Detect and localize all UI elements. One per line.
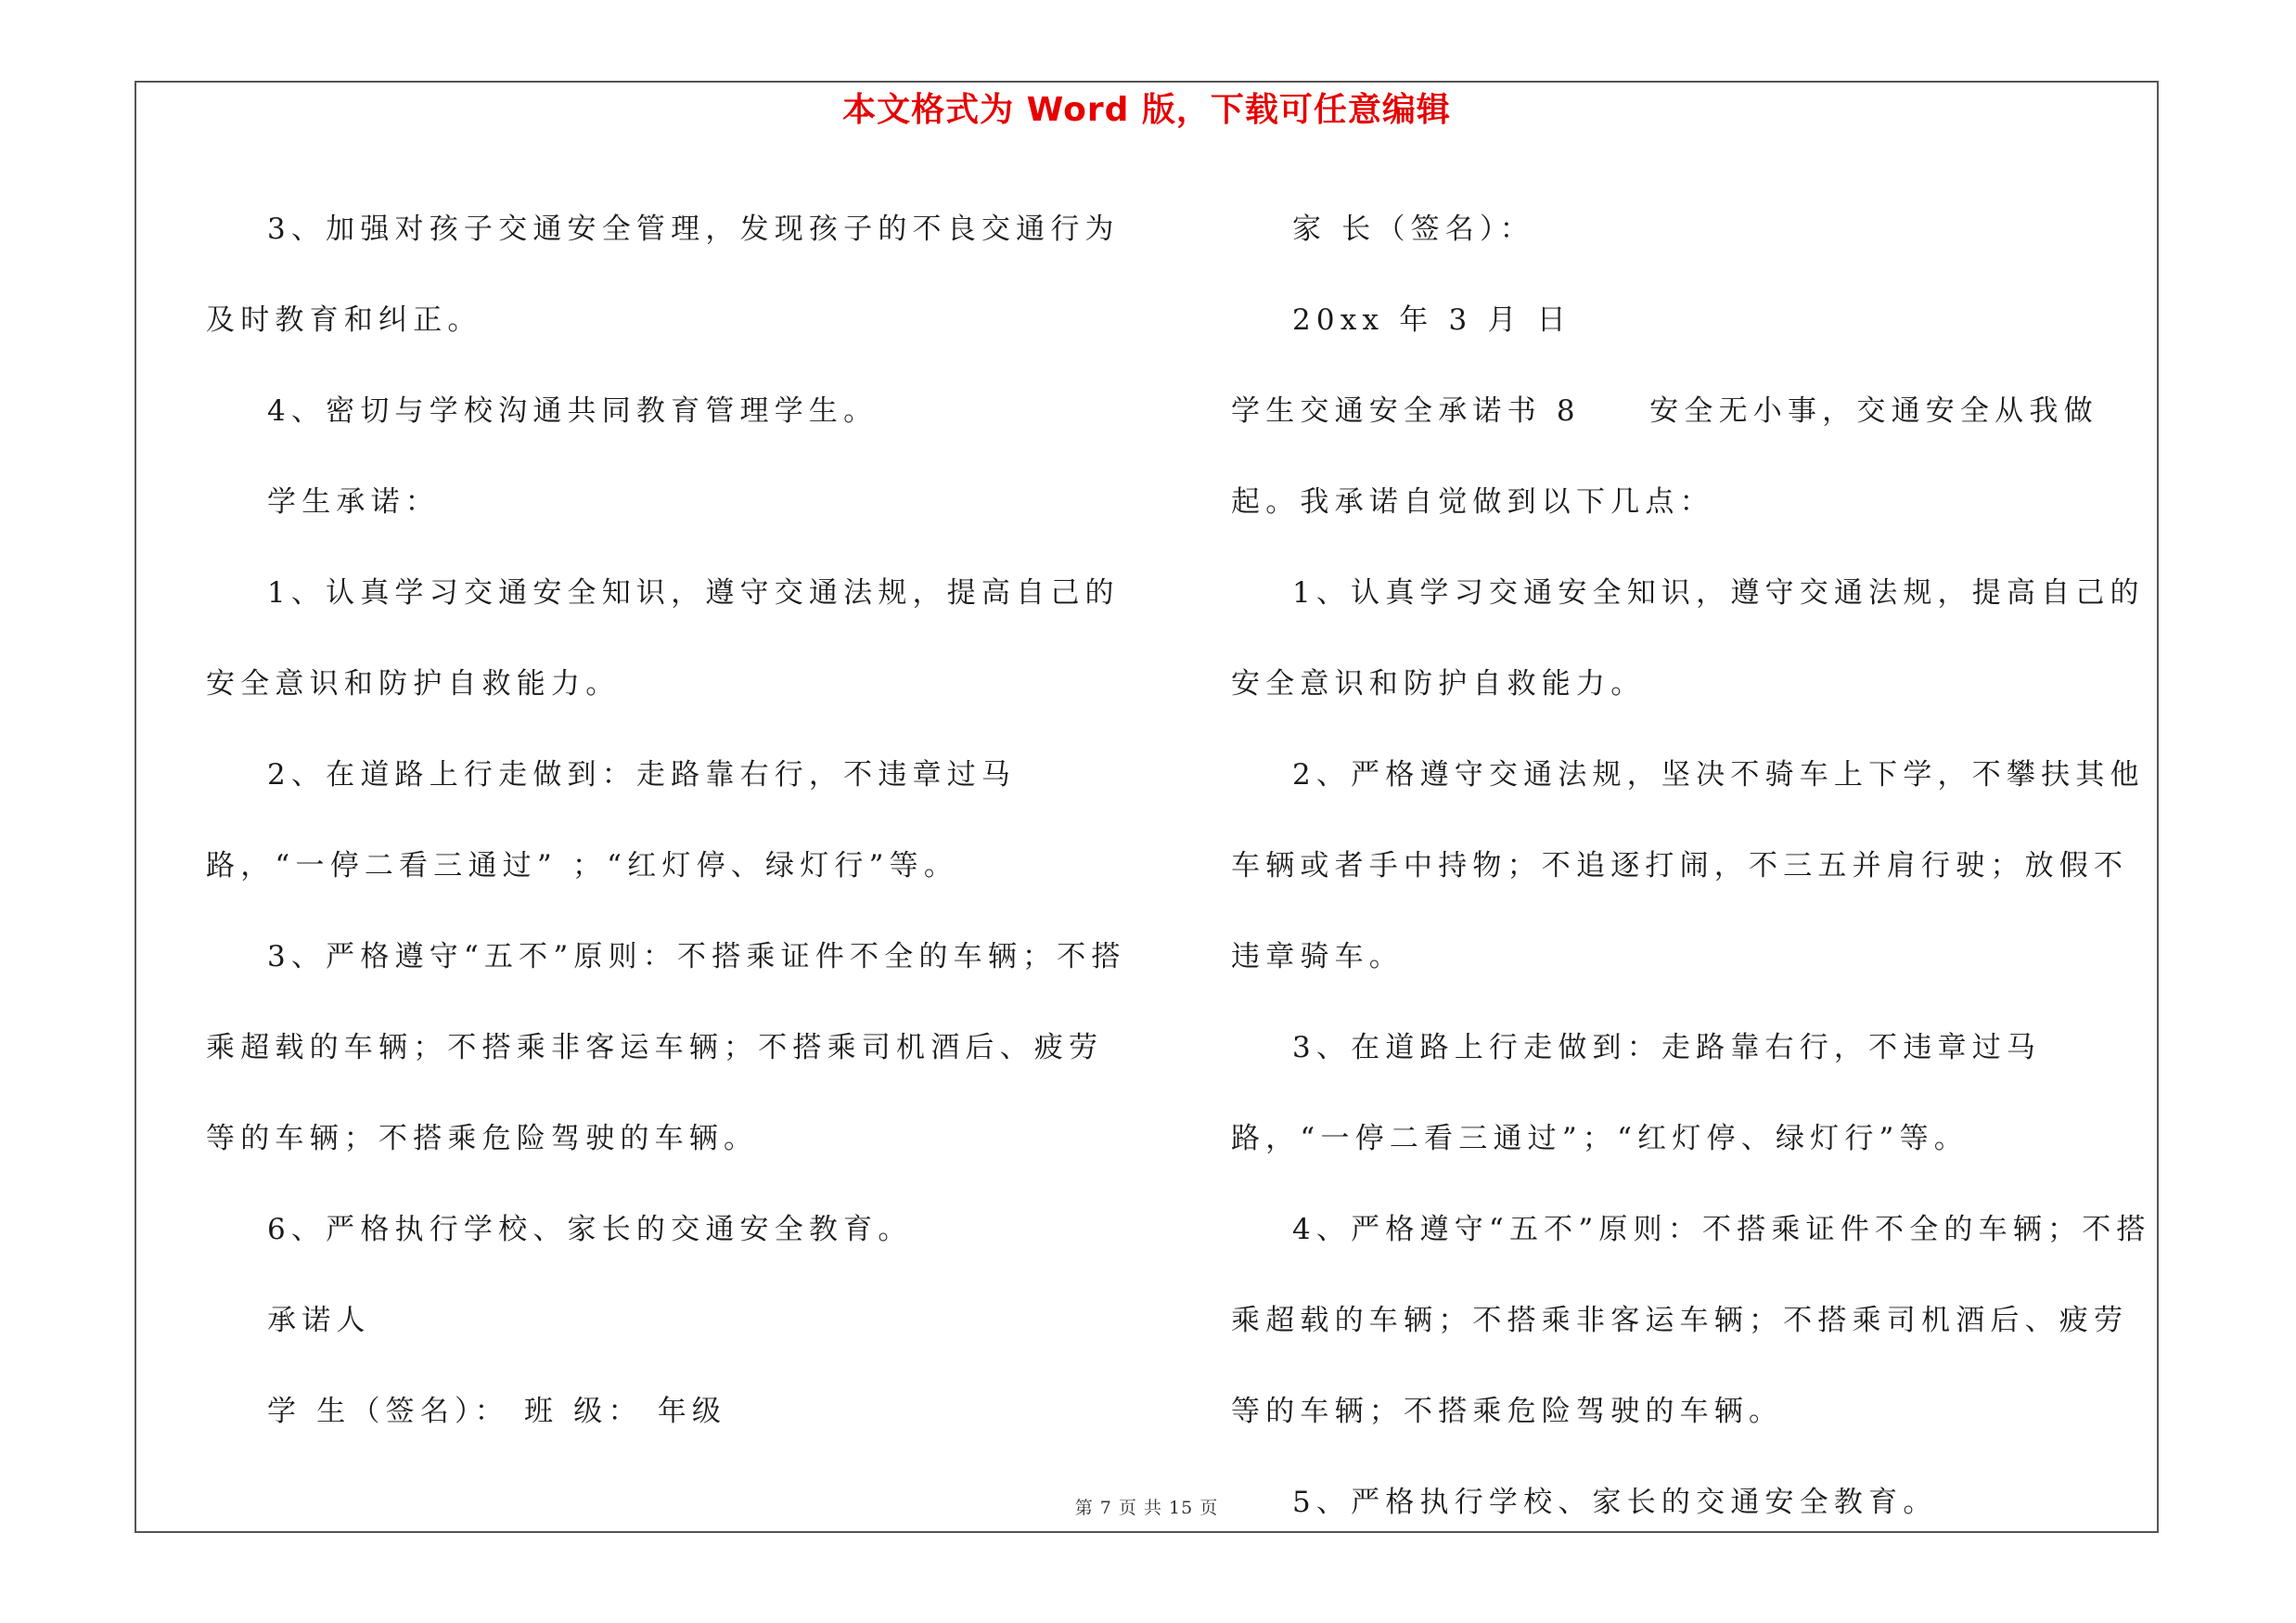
paragraph: 学生承诺： [267, 485, 440, 519]
paragraph: 家 长（签名）： [1292, 213, 1534, 246]
paragraph: 4、密切与学校沟通共同教育管理学生。 [267, 394, 879, 428]
paragraph: 学生交通安全承诺书 8 安全无小事，交通安全从我做起。我承诺自觉做到以下几点： [1231, 394, 2098, 519]
left-column [206, 184, 1134, 1457]
document-banner: 本文格式为 Word 版，下载可任意编辑 [842, 91, 1451, 129]
paragraph: 学 生（签名）： 班 级： 年级 [267, 1395, 727, 1428]
paragraph: 1、认真学习交通安全知识，遵守交通法规，提高自己的安全意识和防护自救能力。 [1231, 576, 2145, 701]
paragraph: 1、认真学习交通安全知识，遵守交通法规，提高自己的安全意识和防护自救能力。 [206, 576, 1120, 701]
paragraph: 2、严格遵守交通法规，坚决不骑车上下学，不攀扶其他车辆或者手中持物；不追逐打闹，不三五并肩行驶；放假不违章骑车。 [1231, 758, 2145, 973]
paragraph: 3、加强对孩子交通安全管理，发现孩子的不良交通行为及时教育和纠正。 [206, 213, 1120, 337]
paragraph: 3、在道路上行走做到：走路靠右行，不违章过马路，“一停二看三通过”；“红灯停、绿灯行”等。 [1231, 1031, 2042, 1155]
page-number-footer: 第 7 页 共 15 页 [1074, 1498, 1219, 1518]
paragraph: 2、在道路上行走做到：走路靠右行，不违章过马路，“一停二看三通过” ；“红灯停、绿灯行”等。 [206, 758, 1017, 882]
paragraph: 5、严格执行学校、家长的交通安全教育。 [1292, 1486, 1938, 1519]
right-column [1231, 184, 2151, 1548]
paragraph: 20xx 年 3 月 日 [1292, 303, 1571, 337]
paragraph: 3、严格遵守“五不”原则：不搭乘证件不全的车辆；不搭乘超载的车辆；不搭乘非客运车辆；不搭乘司机酒后、疲劳等的车辆；不搭乘危险驾驶的车辆。 [206, 940, 1126, 1155]
paragraph: 承诺人 [267, 1304, 371, 1337]
paragraph: 6、严格执行学校、家长的交通安全教育。 [267, 1213, 913, 1246]
paragraph: 4、严格遵守“五不”原则：不搭乘证件不全的车辆；不搭乘超载的车辆；不搭乘非客运车辆；不搭乘司机酒后、疲劳等的车辆；不搭乘危险驾驶的车辆。 [1231, 1213, 2151, 1428]
